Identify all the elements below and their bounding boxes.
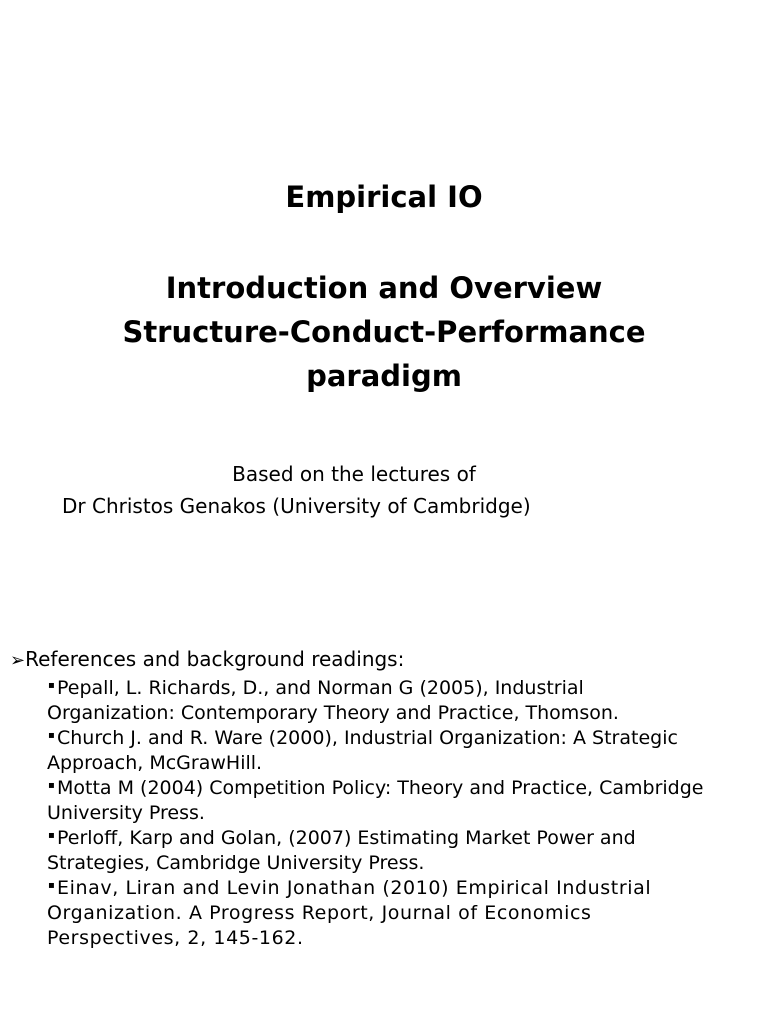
- square-bullet-icon: ▪: [48, 780, 55, 791]
- square-bullet-icon: ▪: [48, 730, 55, 741]
- reference-item: [10, 826, 766, 876]
- references-heading: [10, 644, 766, 676]
- references-list: [10, 676, 766, 951]
- subtitle-line: Structure-Conduct-Performance: [122, 315, 646, 349]
- reference-line: Approach, McGrawHill.: [47, 752, 263, 774]
- reference-line: Perloff, Karp and Golan, (2007) Estimating Market Power and: [57, 827, 636, 849]
- reference-line: Perspectives, 2, 145-162.: [47, 927, 304, 949]
- reference-item: [10, 726, 766, 776]
- references-section: [10, 644, 766, 951]
- slide-title: Empirical IO: [285, 180, 483, 214]
- reference-item: [10, 776, 766, 826]
- reference-line: Organization. A Progress Report, Journal of Economics: [47, 902, 592, 924]
- credit-line-lectures: Based on the lectures of: [232, 462, 476, 486]
- slide-subtitle: [0, 266, 768, 398]
- reference-line: Church J. and R. Ware (2000), Industrial Organization: A Strategic: [57, 727, 678, 749]
- square-bullet-icon: ▪: [48, 880, 56, 891]
- arrow-bullet-icon: ➢: [10, 650, 26, 671]
- reference-line: Organization: Contemporary Theory and Practice, Thomson.: [47, 702, 619, 724]
- reference-line: Einav, Liran and Levin Jonathan (2010) Empirical Industrial: [57, 877, 652, 899]
- reference-line: Strategies, Cambridge University Press.: [47, 852, 425, 874]
- square-bullet-icon: ▪: [48, 830, 55, 841]
- subtitle-line: paradigm: [306, 359, 462, 393]
- credit-line-author: Dr Christos Genakos (University of Cambridge): [62, 494, 531, 518]
- reference-line: University Press.: [47, 802, 205, 824]
- reference-line: Motta M (2004) Competition Policy: Theory and Practice, Cambridge: [57, 777, 704, 799]
- references-heading-text: References and background readings:: [25, 647, 405, 671]
- reference-line: Pepall, L. Richards, D., and Norman G (2005), Industrial: [57, 677, 584, 699]
- reference-item: [10, 676, 766, 726]
- subtitle-line: Introduction and Overview: [165, 271, 603, 305]
- square-bullet-icon: ▪: [48, 680, 55, 691]
- reference-item: [10, 876, 766, 951]
